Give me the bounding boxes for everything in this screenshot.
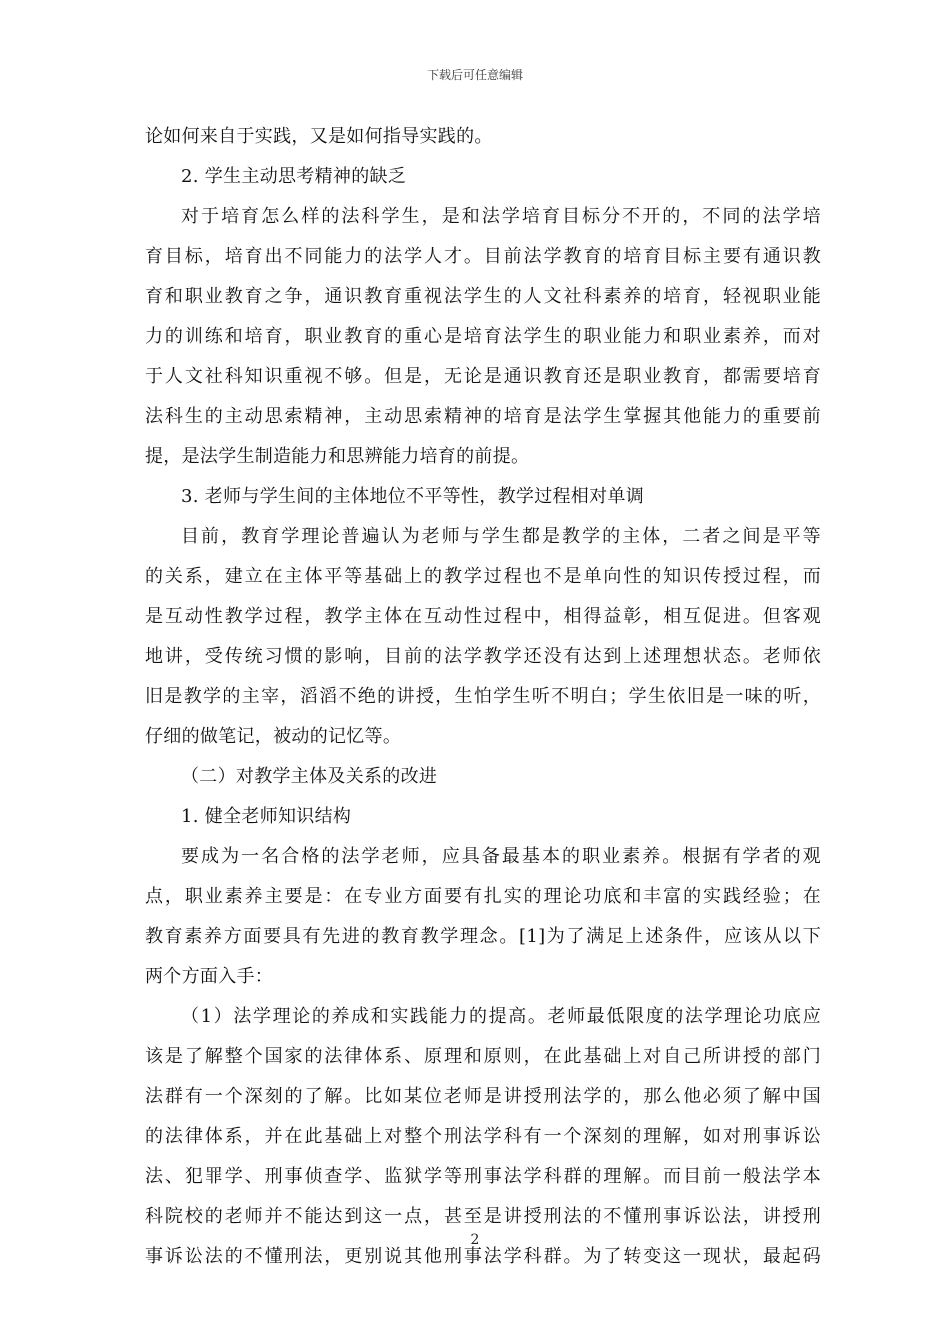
text-line: 要成为一名合格的法学老师，应具备最基本的职业素养。根据有学者的观 [181, 846, 821, 867]
text-line: 旧是教学的主宰，滔滔不绝的讲授，生怕学生听不明白；学生依旧是一味的听， [145, 686, 821, 707]
text-line: 育目标，培育出不同能力的法学人才。目前法学教育的培育目标主要有通识教 [145, 246, 821, 267]
text-line: 教育素养方面要具有先进的教育教学理念。[1]为了满足上述条件，应该从以下 [145, 926, 821, 947]
text-line: 是互动性教学过程，教学主体在互动性过程中，相得益彰，相互促进。但客观 [145, 606, 821, 627]
text-line: 目前，教育学理论普遍认为老师与学生都是教学的主体，二者之间是平等 [181, 526, 821, 547]
section-heading: 3. 老师与学生间的主体地位不平等性，教学过程相对单调 [181, 486, 644, 507]
text-line: 力的训练和培育，职业教育的重心是培育法学生的职业能力和职业素养，而对 [145, 326, 821, 347]
text-line: 事诉讼法的不懂刑法，更别说其他刑事法学科群。为了转变这一现状，最起码 [145, 1246, 821, 1267]
text-line: 育和职业教育之争，通识教育重视法学生的人文社科素养的培育，轻视职业能 [145, 286, 821, 307]
section-heading: （二）对教学主体及关系的改进 [181, 766, 438, 787]
section-heading: 1. 健全老师知识结构 [181, 806, 352, 827]
text-line: 仔细的做笔记，被动的记忆等。 [145, 726, 402, 747]
text-line: 的法律体系，并在此基础上对整个刑法学科有一个深刻的理解，如对刑事诉讼 [145, 1126, 821, 1147]
text-line: （1）法学理论的养成和实践能力的提高。老师最低限度的法学理论功底应 [181, 1006, 821, 1027]
text-line: 法群有一个深刻的了解。比如某位老师是讲授刑法学的，那么他必须了解中国 [145, 1086, 821, 1107]
text-line: 科院校的老师并不能达到这一点，甚至是讲授刑法的不懂刑事诉讼法，讲授刑 [145, 1206, 821, 1227]
section-heading: 2. 学生主动思考精神的缺乏 [181, 166, 407, 187]
text-line: 法、犯罪学、刑事侦查学、监狱学等刑事法学科群的理解。而目前一般法学本 [145, 1166, 821, 1187]
text-line: 的关系，建立在主体平等基础上的教学过程也不是单向性的知识传授过程，而 [145, 566, 821, 587]
text-line: 论如何来自于实践，又是如何指导实践的。 [145, 126, 493, 147]
page-header: 下载后可任意编辑 [426, 68, 523, 82]
text-line: 地讲，受传统习惯的影响，目前的法学教学还没有达到上述理想状态。老师依 [145, 646, 821, 667]
text-line: 两个方面入手： [145, 966, 274, 987]
text-line: 点，职业素养主要是：在专业方面要有扎实的理论功底和丰富的实践经验；在 [145, 886, 821, 907]
text-line: 于人文社科知识重视不够。但是，无论是通识教育还是职业教育，都需要培育 [145, 366, 821, 387]
page-number: 2 [470, 1232, 480, 1248]
text-line: 法科生的主动思索精神，主动思索精神的培育是法学生掌握其他能力的重要前 [145, 406, 821, 427]
text-line: 提，是法学生制造能力和思辨能力培育的前提。 [145, 446, 530, 467]
text-line: 该是了解整个国家的法律体系、原理和原则，在此基础上对自己所讲授的部门 [145, 1046, 821, 1067]
text-line: 对于培育怎么样的法科学生，是和法学培育目标分不开的，不同的法学培 [181, 206, 821, 227]
document-body [145, 117, 821, 1277]
